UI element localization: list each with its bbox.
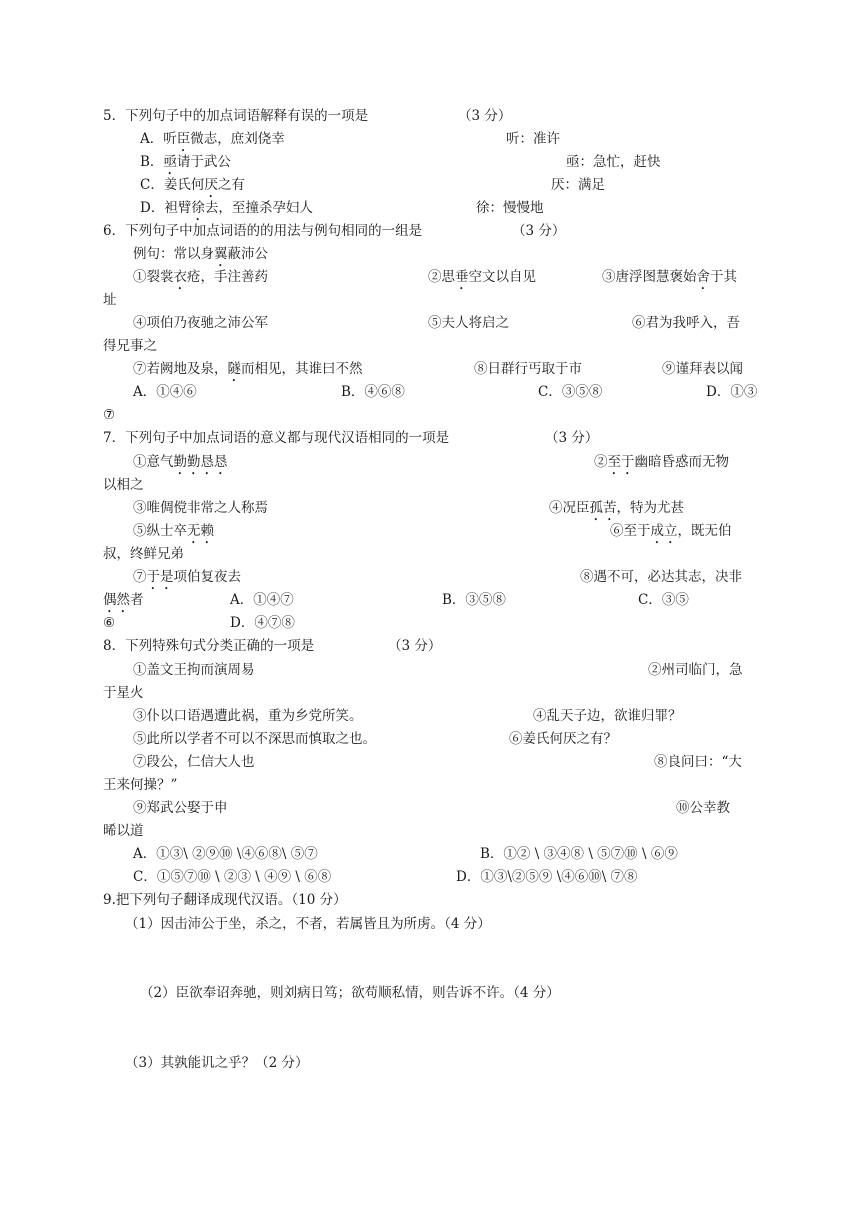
q5-option-d-gloss: 徐：慢慢地 [476, 200, 544, 216]
q8-item-1: ①盖文王拘而演周易 [133, 662, 255, 678]
q6-item-1: ①裂裳衣疮，手注善药 [133, 269, 268, 285]
q6-item-7: ⑦若阙地及泉，隧而相见，其谁曰不然 [133, 361, 363, 377]
q5-option-c-gloss: 厌：满足 [551, 177, 605, 193]
q6-item-4: ④项伯乃夜驰之沛公军 [133, 315, 268, 331]
q7-item-6-wrap: 叔，终鲜兄弟 [103, 546, 184, 562]
q6-stem: 6．下列句子中加点词语的的用法与例句相同的一组是 [103, 223, 423, 239]
q8-choice-a: A．①③\ ②⑨⑩ \④⑥⑧\ ⑤⑦ [133, 846, 318, 862]
q7-choice-d: D．④⑦⑧ [230, 615, 295, 631]
q7-item-2: ②至于幽暗昏惑而无物 [594, 454, 729, 470]
q7-item-3: ③唯倜傥非常之人称焉 [133, 500, 268, 516]
q6-choice-d: D．①③ [706, 384, 758, 400]
q8-item-3: ③仆以口语遇遭此祸，重为乡党所笑。 [133, 708, 363, 724]
q8-item-5: ⑤此所以学者不可以不深思而慎取之也。 [133, 731, 376, 747]
q7-choice-c-wrap: ⑥ [103, 615, 116, 631]
q8-item-7: ⑦段公，仁信大人也 [133, 754, 255, 770]
q8-stem: 8．下列特殊句式分类正确的一项是 [103, 638, 315, 654]
q5-option-d: D．袒臂徐去，至撞杀孕妇人 [140, 200, 313, 216]
q5-stem: 5．下列句子中的加点词语解释有误的一项是 [103, 108, 369, 124]
q5-option-a-gloss: 听：准许 [506, 131, 560, 147]
q7-item-5: ⑤纵士卒无赖 [133, 523, 214, 539]
q8-item-6: ⑥姜氏何厌之有？ [509, 731, 617, 747]
q9-stem: 9.把下列句子翻译成现代汉语。（10 分） [103, 892, 347, 908]
q6-choice-d-wrap: ⑦ [103, 407, 116, 423]
q7-score: （3 分） [545, 430, 599, 446]
q7-item-8: ⑧遇不可，必达其志，决非 [580, 569, 742, 585]
q6-choice-a: A．①④⑥ [133, 384, 197, 400]
q6-item-2: ②思垂空文以自见 [428, 269, 536, 285]
q7-item-7: ⑦于是项伯复夜去 [133, 569, 241, 585]
q7-item-8-wrap: 偶然者 [103, 592, 144, 608]
q5-option-a: A．听臣微志，庶刘侥幸 [140, 131, 285, 147]
q5-option-c: C．姜氏何厌之有 [140, 177, 245, 193]
q5-option-b-gloss: 亟：急忙，赶快 [566, 154, 661, 170]
q6-choice-b: B．④⑥⑧ [341, 384, 405, 400]
q8-choice-c: C．①⑤⑦⑩ \ ②③ \ ④⑨ \ ⑥⑧ [133, 869, 332, 885]
q6-item-6-wrap: 得兄事之 [103, 338, 157, 354]
q8-item-8: ⑧良问曰：“大 [654, 754, 742, 770]
q7-choice-b: B．③⑤⑧ [442, 592, 506, 608]
q8-item-2-wrap: 于星火 [103, 685, 144, 701]
q6-item-3: ③唐浮图慧褒始舍于其 [602, 269, 737, 285]
q7-item-2-wrap: 以相之 [103, 477, 144, 493]
q9-sentence-3: （3）其孰能讥之乎？（2 分） [125, 1055, 309, 1071]
q6-item-9: ⑨谨拜表以闻 [662, 361, 743, 377]
q6-item-5: ⑤夫人将启之 [428, 315, 509, 331]
q7-item-6: ⑥至于成立，既无伯 [610, 523, 732, 539]
q7-choice-a: A．①④⑦ [230, 592, 294, 608]
q8-choice-d: D．①③\②⑤⑨ \④⑥⑩\ ⑦⑧ [456, 869, 638, 885]
q7-choice-c: C．③⑤ [638, 592, 689, 608]
q6-item-6: ⑥君为我呼入，吾 [632, 315, 740, 331]
q8-item-2: ②州司临门，急 [648, 662, 743, 678]
q8-choice-b: B．①② \ ③④⑧ \ ⑤⑦⑩ \ ⑥⑨ [480, 846, 678, 862]
q6-item-3-wrap: 址 [103, 292, 117, 308]
q6-example: 例句：常以身翼蔽沛公 [133, 246, 268, 262]
q6-choice-c: C．③⑤⑧ [538, 384, 603, 400]
q8-score: （3 分） [388, 638, 442, 654]
q8-item-4: ④乱天子边，欲谁归罪？ [533, 708, 682, 724]
q6-score: （3 分） [512, 223, 566, 239]
q8-item-8-wrap: 王来何操？” [103, 777, 178, 793]
q9-sentence-2: （2）臣欲奉诏奔驰，则刘病日笃；欲苟顺私情，则告诉不许。（4 分） [140, 985, 560, 1001]
q9-sentence-1: （1）因击沛公于坐，杀之，不者，若属皆且为所虏。（4 分） [125, 916, 491, 932]
q8-item-9: ⑨郑武公娶于申 [133, 800, 228, 816]
q5-option-b: B．亟请于武公 [140, 154, 231, 170]
q7-stem: 7．下列句子中加点词语的意义都与现代汉语相同的一项是 [103, 430, 450, 446]
q5-score: （3 分） [458, 108, 512, 124]
q7-item-1: ①意气勤勤恳恳 [133, 454, 228, 470]
q8-item-10-wrap: 晞以道 [103, 823, 144, 839]
q6-item-8: ⑧日群行丐取于市 [474, 361, 582, 377]
q7-item-4: ④况臣孤苦，特为尤甚 [549, 500, 684, 516]
q8-item-10: ⑩公幸教 [676, 800, 730, 816]
